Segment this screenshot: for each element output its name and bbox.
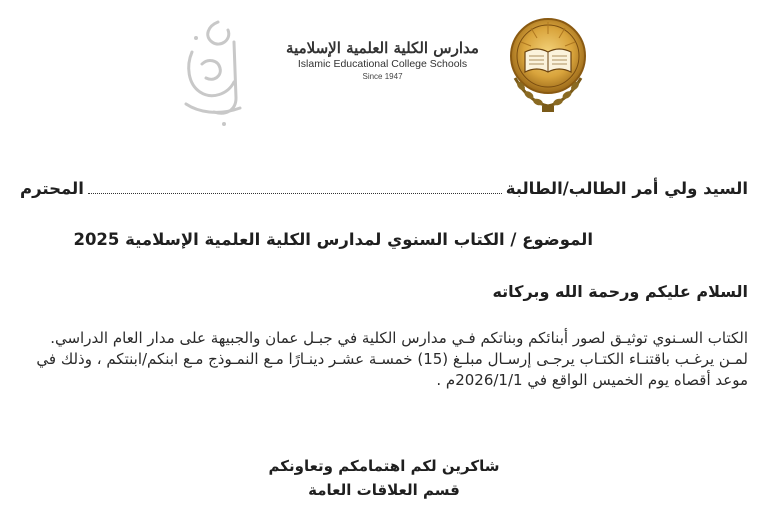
closing-block xyxy=(20,454,748,502)
addressee-line xyxy=(20,178,748,200)
school-emblem-icon xyxy=(509,8,587,116)
greeting-line: السلام عليكم ورحمة الله وبركاته xyxy=(492,282,748,301)
closing-thanks: شاكرين لكم اهتمامكم وتعاونكم xyxy=(268,457,500,475)
school-name-english: Islamic Educational College Schools xyxy=(297,58,468,70)
school-since-year: Since 1947 xyxy=(362,72,403,81)
calligraphy-logo-icon xyxy=(178,12,250,130)
subject-line: الموضوع / الكتاب السنوي لمدارس الكلية العلمية الإسلامية 2025 xyxy=(73,230,593,249)
letterhead xyxy=(0,0,768,140)
closing-department: قسم العلاقات العامة xyxy=(308,481,460,499)
addressee-suffix: المحترم xyxy=(20,179,84,198)
letter-paragraphs xyxy=(20,328,748,391)
school-name-arabic: مدارس الكلية العلمية الإسلامية xyxy=(286,39,479,57)
addressee-name-blank xyxy=(88,181,502,194)
addressee-prefix: السيد ولي أمر الطالب/الطالبة xyxy=(505,179,748,198)
paragraph-yearbook-intro: الكتاب السـنوي توثيـق لصور أبنائكم وبناتكم فـي مدارس الكلية في جبـل عمان والجبيهة على مدار العام الدراسي. xyxy=(50,329,748,347)
paragraph-yearbook-payment: لمـن يرغـب باقتنـاء الكتـاب يرجـى إرسـال مبلـغ (15) خمسـة عشـر دينـارًا مـع النمـوذج مـع ابنكم/ابنتكم ، وذلك في موعد أقصاه يوم الخميس الواقع في 2026/1/1م . xyxy=(36,350,748,389)
school-name-block xyxy=(270,38,495,82)
